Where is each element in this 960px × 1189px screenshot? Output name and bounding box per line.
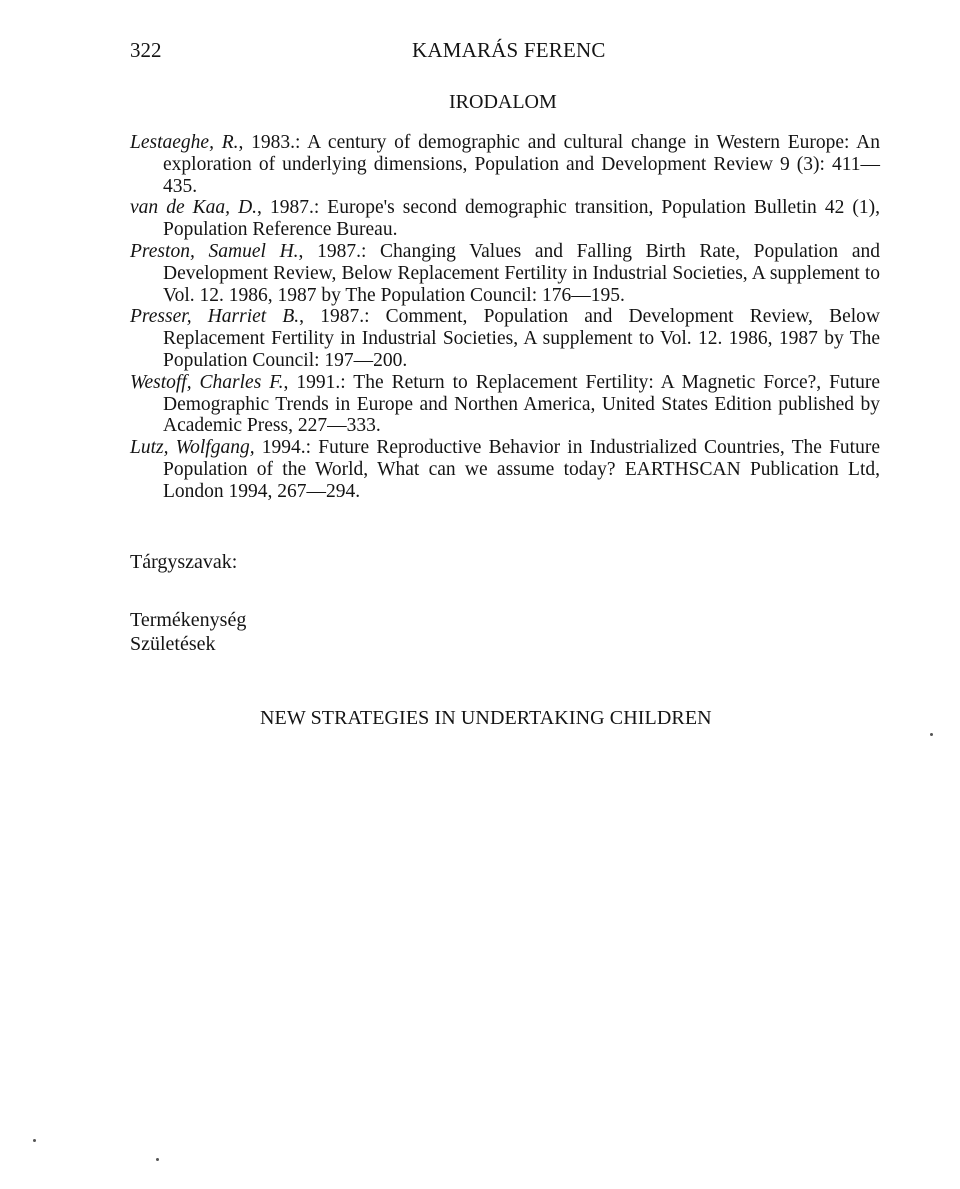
reference-details: , 1987.: Changing Values and Falling Birth Rate, Population and Development Review, Below Replacement Fertility in Industrial Societies, A supplement to Vol. 12. 1986, 1987 by The Population Council: 176—195. (163, 240, 880, 306)
scan-speck (930, 733, 933, 736)
reference-details: , 1987.: Europe's second demographic transition, Population Bulletin 42 (1), Population Reference Bureau. (163, 197, 880, 241)
reference-author: Preston, Samuel H. (130, 240, 299, 262)
reference-entry (130, 132, 880, 197)
scan-speck (33, 1139, 36, 1142)
keyword-item: Születések (130, 633, 216, 655)
reference-entry (130, 197, 880, 241)
reference-entry (130, 437, 880, 502)
reference-author: van de Kaa, D. (130, 197, 258, 219)
reference-author: Lutz, Wolfgang, (130, 437, 255, 459)
reference-details: , 1987.: Comment, Population and Development Review, Below Replacement Fertility in Industrial Societies, A supplement to Vol. 12. 1986, 1987 by The Population Council: 197—200. (163, 306, 880, 371)
reference-entry (130, 241, 880, 306)
scan-speck (156, 1158, 159, 1161)
section-heading: IRODALOM (449, 91, 557, 113)
reference-details: , 1991.: The Return to Replacement Fertility: A Magnetic Force?, Future Demographic Trends in Europe and Northen America, United States Edition published by Academic Press, 227—333. (163, 371, 880, 437)
reference-author: Presser, Harriet B. (130, 306, 300, 328)
page-number: 322 (130, 38, 162, 62)
reference-list (130, 132, 880, 503)
reference-details: 1994.: Future Reproductive Behavior in Industrialized Countries, The Future Population of the World, What can we assume today? EARTHSCAN Publication Ltd, London 1994, 267—294. (163, 437, 881, 502)
reference-author: Westoff, Charles F. (130, 371, 284, 393)
keywords-block (130, 550, 246, 656)
keywords-label: Tárgyszavak: (130, 551, 238, 573)
keyword-item: Termékenység (130, 609, 247, 631)
next-article-title: NEW STRATEGIES IN UNDERTAKING CHILDREN (260, 707, 712, 729)
reference-entry (130, 372, 880, 437)
running-title: KAMARÁS FERENC (412, 38, 606, 62)
reference-entry (130, 306, 880, 371)
reference-author: Lestaeghe, R. (130, 132, 239, 153)
running-head (130, 38, 830, 68)
reference-details: , 1983.: A century of demographic and cultural change in Western Europe: An exploration of underlying dimensions, Population and Development Review 9 (3): 411—435. (163, 132, 880, 197)
